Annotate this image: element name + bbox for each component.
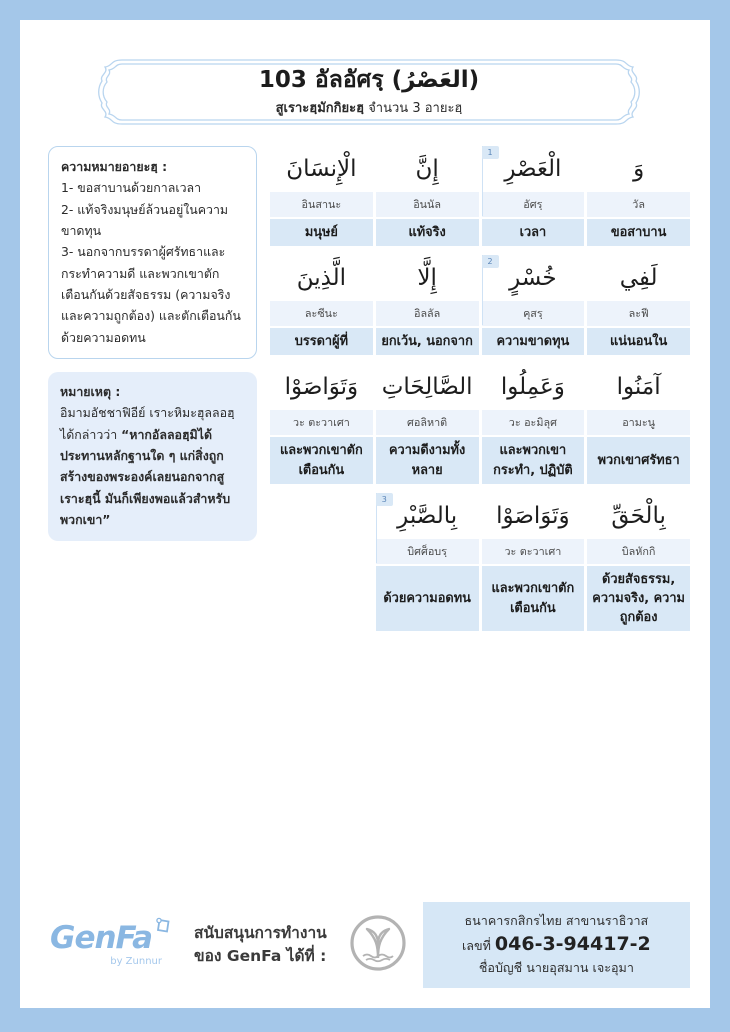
arabic-word: بِالصَّبْرِ <box>397 502 458 529</box>
thai-translation: พวกเขาศรัทธา <box>587 437 690 483</box>
arabic-word: وَتَوَاصَوْا <box>284 374 359 401</box>
arabic-word: خُسْرٍ <box>509 265 557 292</box>
thai-translation: และพวกเขาตักเตือนกัน <box>482 566 585 632</box>
support-text <box>194 922 327 969</box>
transliteration: อินนัล <box>376 192 479 217</box>
thai-translation: บรรดาผู้ที่ <box>270 328 373 355</box>
thai-translation: ความขาดทุน <box>482 328 585 355</box>
ayah-number-badge: 3 <box>376 493 393 506</box>
thai-translation: ขอสาบาน <box>587 219 690 246</box>
meaning-heading: ความหมายอายะฮฺ : <box>61 159 168 174</box>
word-cell <box>376 493 479 632</box>
arabic-word: الصَّالِحَاتِ <box>381 374 473 401</box>
word-cell <box>587 146 690 246</box>
thai-translation: ความดีงามทั้งหลาย <box>376 437 479 483</box>
word-cell <box>376 146 479 246</box>
thai-translation: ด้วยความอดทน <box>376 566 479 632</box>
bank-number-label: เลขที่ <box>461 938 495 953</box>
thai-translation: ด้วยสัจธรรม, ความจริง, ความถูกต้อง <box>587 566 690 632</box>
thai-translation: มนุษย์ <box>270 219 373 246</box>
footer <box>50 902 690 988</box>
word-cell <box>270 255 373 355</box>
page-title: 103 อัลอัศรฺ (العَصْرُ) <box>258 66 480 93</box>
transliteration: ละซีนะ <box>270 301 373 326</box>
sidebar <box>48 146 257 631</box>
genfa-logo-text: GenFa <box>50 920 153 956</box>
meaning-line-2: 2- แท้จริงมนุษย์ล้วนอยู่ในความขาดทุน <box>61 201 229 238</box>
bank-account-number <box>433 933 680 956</box>
support-line-1: สนับสนุนการทำงาน <box>194 923 327 942</box>
word-cell <box>482 493 585 632</box>
transliteration: อินสานะ <box>270 192 373 217</box>
arabic-word: الْعَصْرِ <box>504 156 562 182</box>
thai-translation: ยกเว้น, นอกจาก <box>376 328 479 355</box>
arabic-word: الْإِنسَانَ <box>286 156 357 182</box>
genfa-logo <box>50 920 178 967</box>
transliteration: วะ อะมิลุศ <box>482 410 585 435</box>
main-content <box>48 146 690 631</box>
transliteration: อัศรฺ <box>482 192 585 217</box>
document-page <box>20 20 710 1008</box>
word-cell <box>482 146 585 246</box>
word-cell <box>376 255 479 355</box>
ornamental-border <box>52 54 686 130</box>
note-intro: อิมามอัชชาฟิอีย์ เราะหิมะฮุลลอฮฺ ได้กล่าวว่า <box>60 405 235 442</box>
note-box <box>48 372 257 541</box>
bank-number-value: 046-3-94417-2 <box>494 933 651 955</box>
word-cell <box>270 146 373 246</box>
transliteration: อิลลัล <box>376 301 479 326</box>
note-quote: “หากอัลลอฮฺมิได้ประทานหลักฐานใด ๆ แก่สิ่งถูกสร้างของพระองค์เลยนอกจากสูเราะฮฺนี้ มันก็เพียงพอแล้วสำหรับพวกเขา” <box>60 426 231 527</box>
title-frame <box>52 54 686 130</box>
bank-account-holder: ชื่อบัญชี นายอุสมาน เจะอุมา <box>478 960 634 975</box>
thai-translation: และพวกเขาตักเตือนกัน <box>270 437 373 483</box>
transliteration: วัล <box>587 192 690 217</box>
arabic-word: إِنَّ <box>415 156 439 182</box>
bank-account-box <box>423 902 690 988</box>
arabic-word: الَّذِينَ <box>296 265 347 292</box>
word-cell <box>376 364 479 483</box>
arabic-word: إِلَّا <box>417 265 437 292</box>
transliteration: ศอลิหาติ <box>376 410 479 435</box>
meaning-line-1: 1- ขอสาบานด้วยกาลเวลา <box>61 180 202 196</box>
transliteration: บิศศ็อบรฺ <box>376 539 479 564</box>
word-cell <box>482 255 585 355</box>
arabic-word: بِالْحَقِّ <box>611 502 666 529</box>
arabic-word: وَعَمِلُوا <box>500 374 565 401</box>
word-cell <box>270 364 373 483</box>
genfa-logo-byline: by Zunnur <box>110 956 162 967</box>
arabic-word: وَتَوَاصَوْا <box>496 502 570 529</box>
word-cell <box>482 364 585 483</box>
word-cell <box>587 493 690 632</box>
note-text <box>60 402 245 530</box>
meaning-box <box>48 146 257 359</box>
arabic-word: لَفِي <box>619 265 658 292</box>
transliteration: วะ ตะวาเศา <box>482 539 585 564</box>
thai-translation: แน่นอนใน <box>587 328 690 355</box>
arabic-word: وَ <box>633 156 645 182</box>
ayah-number-badge: 1 <box>482 146 499 159</box>
arabic-word: آمَنُوا <box>616 374 661 401</box>
transliteration: วะ ตะวาเศา <box>270 410 373 435</box>
transliteration: คุสรฺ <box>482 301 585 326</box>
support-line-2: ของ GenFa ได้ที่ : <box>194 947 327 965</box>
bank-name: ธนาคารกสิกรไทย สาขานราธิวาส <box>464 913 649 928</box>
thai-translation: แท้จริง <box>376 219 479 246</box>
word-grid <box>270 146 690 631</box>
thai-translation: และพวกเขากระทำ, ปฏิบัติ <box>482 437 585 483</box>
word-cell <box>587 255 690 355</box>
surah-type: สูเราะฮฺมักกิยะฮฺ <box>275 101 365 117</box>
ayah-number-badge: 2 <box>482 255 499 268</box>
ayah-count: จำนวน 3 อายะฮฺ <box>364 101 463 117</box>
transliteration: ละฟี <box>587 301 690 326</box>
word-cell <box>587 364 690 483</box>
thai-translation: เวลา <box>482 219 585 246</box>
meaning-line-3: 3- นอกจากบรรดาผู้ศรัทธาและกระทำความดี และพวกเขาตักเตือนกันด้วยสัจธรรม (ความจริงและความถูกต้อง) และตักเตือนกันด้วยความอดทน <box>61 244 241 345</box>
transliteration: อามะนู <box>587 410 690 435</box>
bank-logo-icon <box>349 914 407 976</box>
genfa-logo-mark-icon <box>154 917 171 938</box>
note-heading: หมายเหตุ : <box>60 383 121 399</box>
transliteration: บิลหักกิ <box>587 539 690 564</box>
